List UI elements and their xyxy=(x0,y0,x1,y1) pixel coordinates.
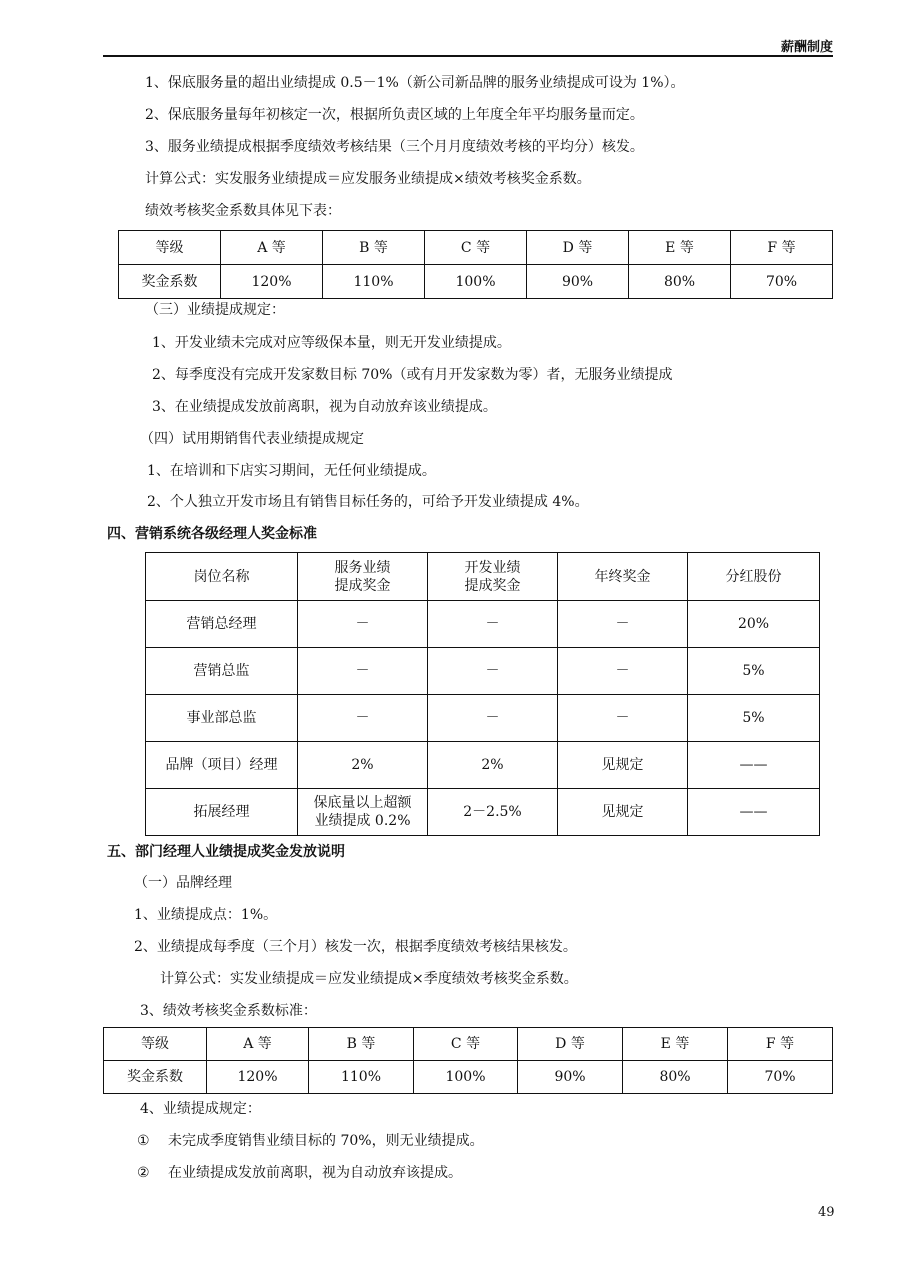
subsection-title: （三）业绩提成规定： xyxy=(145,302,285,318)
table-header-cell: 开发业绩 提成奖金 xyxy=(428,553,558,601)
table-cell: 保底量以上超额 业绩提成 0.2% xyxy=(298,789,428,836)
section-heading: 五、部门经理人业绩提成奖金发放说明 xyxy=(107,844,345,860)
bonus-coefficient-table-1 xyxy=(118,230,833,299)
table-cell: － xyxy=(558,601,688,648)
paragraph: 1、开发业绩未完成对应等级保本量，则无开发业绩提成。 xyxy=(152,335,511,351)
table-cell: 100% xyxy=(425,265,527,299)
table-cell: 营销总监 xyxy=(146,648,298,695)
table-cell: 见规定 xyxy=(558,742,688,789)
paragraph: 2、每季度没有完成开发家数目标 70%（或有月开发家数为零）者，无服务业绩提成 xyxy=(152,367,673,383)
paragraph: 3、在业绩提成发放前离职，视为自动放弃该业绩提成。 xyxy=(152,399,497,415)
table-header-cell: 岗位名称 xyxy=(146,553,298,601)
table-cell: － xyxy=(558,648,688,695)
table-cell: —— xyxy=(688,789,820,836)
list-marker: ② xyxy=(137,1165,150,1181)
table-cell: － xyxy=(298,601,428,648)
page-number: 49 xyxy=(818,1205,835,1220)
table-cell: － xyxy=(428,695,558,742)
table-cell: 90% xyxy=(518,1061,623,1094)
table-cell: － xyxy=(428,648,558,695)
table-cell: 120% xyxy=(207,1061,309,1094)
table-header-cell: D 等 xyxy=(518,1028,623,1061)
table-cell: 5% xyxy=(688,648,820,695)
table-cell: 见规定 xyxy=(558,789,688,836)
table-cell: 80% xyxy=(623,1061,728,1094)
table-cell: － xyxy=(298,648,428,695)
table-row xyxy=(119,265,833,299)
table-header-cell: B 等 xyxy=(323,231,425,265)
table-header-cell: 分红股份 xyxy=(688,553,820,601)
table-header-cell: D 等 xyxy=(527,231,629,265)
paragraph: 2、业绩提成每季度（三个月）核发一次，根据季度绩效考核结果核发。 xyxy=(134,939,577,955)
table-cell: 20% xyxy=(688,601,820,648)
paragraph: 3、绩效考核奖金系数标准： xyxy=(140,1003,317,1019)
paragraph: 1、业绩提成点：1%。 xyxy=(134,907,278,923)
table-header-cell: A 等 xyxy=(221,231,323,265)
formula: 计算公式：实发服务业绩提成＝应发服务业绩提成×绩效考核奖金系数。 xyxy=(145,171,591,187)
table-cell: 2－2.5% xyxy=(428,789,558,836)
table-cell: 品牌（项目）经理 xyxy=(146,742,298,789)
list-item: 未完成季度销售业绩目标的 70%，则无业绩提成。 xyxy=(168,1133,484,1149)
list-marker: ① xyxy=(137,1133,150,1149)
table-cell: 2% xyxy=(428,742,558,789)
subsection-title: （一）品牌经理 xyxy=(134,875,232,891)
bonus-coefficient-table-2 xyxy=(103,1027,833,1094)
table-header-cell: F 等 xyxy=(731,231,833,265)
table-cell: 70% xyxy=(728,1061,833,1094)
header-title: 薪酬制度 xyxy=(780,40,833,55)
table-row xyxy=(146,695,820,742)
table-cell: 奖金系数 xyxy=(119,265,221,299)
table-cell: － xyxy=(298,695,428,742)
table-cell: 拓展经理 xyxy=(146,789,298,836)
table-header-cell: F 等 xyxy=(728,1028,833,1061)
table-cell: 90% xyxy=(527,265,629,299)
table-row xyxy=(146,742,820,789)
paragraph: 2、保底服务量每年初核定一次，根据所负责区域的上年度全年平均服务量而定。 xyxy=(145,107,644,123)
paragraph: 1、在培训和下店实习期间，无任何业绩提成。 xyxy=(147,463,436,479)
table-header-cell: 等级 xyxy=(104,1028,207,1061)
table-cell: —— xyxy=(688,742,820,789)
paragraph: 4、业绩提成规定： xyxy=(140,1101,261,1117)
table-header-cell: 年终奖金 xyxy=(558,553,688,601)
table-header-cell: A 等 xyxy=(207,1028,309,1061)
formula: 计算公式：实发业绩提成＝应发业绩提成×季度绩效考核奖金系数。 xyxy=(160,971,578,987)
table-cell: 110% xyxy=(309,1061,414,1094)
table-row xyxy=(104,1061,833,1094)
paragraph: 绩效考核奖金系数具体见下表： xyxy=(145,203,341,219)
table-cell: 事业部总监 xyxy=(146,695,298,742)
paragraph: 2、个人独立开发市场且有销售目标任务的，可给予开发业绩提成 4%。 xyxy=(147,494,589,510)
table-header-cell: C 等 xyxy=(414,1028,518,1061)
table-cell: 120% xyxy=(221,265,323,299)
table-header-cell: 服务业绩 提成奖金 xyxy=(298,553,428,601)
table-cell: 70% xyxy=(731,265,833,299)
section-heading: 四、营销系统各级经理人奖金标准 xyxy=(107,526,317,542)
table-cell: － xyxy=(428,601,558,648)
header-rule xyxy=(103,55,833,57)
table-cell: 110% xyxy=(323,265,425,299)
table-header-cell: E 等 xyxy=(623,1028,728,1061)
manager-bonus-table xyxy=(145,552,820,836)
table-header-cell: B 等 xyxy=(309,1028,414,1061)
table-cell: 2% xyxy=(298,742,428,789)
list-item: 在业绩提成发放前离职，视为自动放弃该提成。 xyxy=(168,1165,462,1181)
table-header-cell: C 等 xyxy=(425,231,527,265)
table-cell: 80% xyxy=(629,265,731,299)
table-row xyxy=(146,601,820,648)
table-header-cell: E 等 xyxy=(629,231,731,265)
paragraph: 1、保底服务量的超出业绩提成 0.5－1%（新公司新品牌的服务业绩提成可设为 1%）。 xyxy=(145,75,685,91)
table-row xyxy=(146,789,820,836)
subsection-title: （四）试用期销售代表业绩提成规定 xyxy=(140,431,364,447)
table-cell: － xyxy=(558,695,688,742)
table-cell: 奖金系数 xyxy=(104,1061,207,1094)
table-row xyxy=(146,648,820,695)
table-header-cell: 等级 xyxy=(119,231,221,265)
table-cell: 5% xyxy=(688,695,820,742)
paragraph: 3、服务业绩提成根据季度绩效考核结果（三个月月度绩效考核的平均分）核发。 xyxy=(145,139,644,155)
table-cell: 100% xyxy=(414,1061,518,1094)
table-cell: 营销总经理 xyxy=(146,601,298,648)
